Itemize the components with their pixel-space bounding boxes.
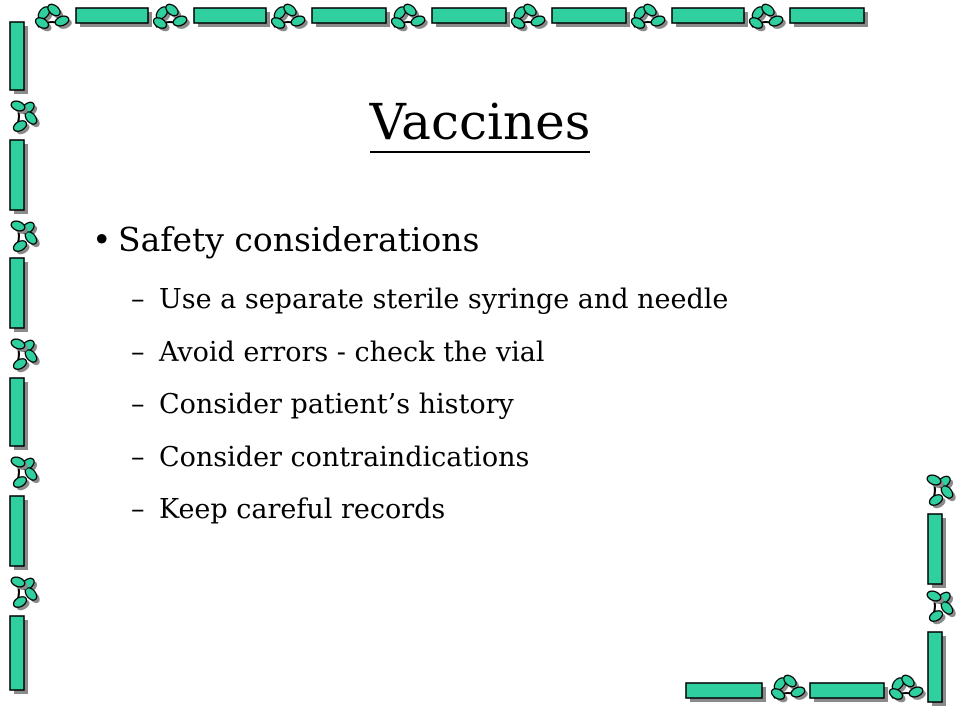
slide-title — [0, 84, 960, 160]
leaf-sprig-icon — [10, 575, 42, 612]
sub-bullet-marker: – — [131, 494, 145, 525]
border-bar — [76, 8, 152, 27]
border-bar — [686, 683, 766, 702]
leaf-sprig-icon — [888, 673, 927, 704]
border-bar — [10, 258, 28, 332]
border-bar — [10, 616, 28, 694]
sub-bullet-item — [131, 327, 728, 380]
sub-bullet-text: Keep careful records — [159, 494, 446, 525]
bullet-marker: • — [92, 220, 112, 259]
leaf-sprig-icon — [926, 589, 958, 626]
leaf-sprig-icon — [510, 2, 549, 33]
leaf-sprig-icon — [270, 2, 309, 33]
slide-title-text: Vaccines — [369, 93, 591, 151]
border-bar — [810, 683, 888, 702]
leaf-sprig-icon — [926, 473, 958, 510]
border-bar — [672, 8, 748, 27]
sub-bullet-item — [131, 379, 728, 432]
leaf-sprig-icon — [630, 2, 669, 33]
sub-bullet-marker: – — [131, 284, 145, 315]
border-bar — [10, 378, 28, 450]
bullet-text: Safety considerations — [118, 220, 480, 259]
border-bar — [10, 496, 28, 570]
leaf-sprig-icon — [390, 2, 429, 33]
sub-bullet-list — [131, 274, 728, 537]
leaf-sprig-icon — [10, 337, 42, 374]
sub-bullet-text: Consider patient’s history — [159, 389, 514, 420]
bullet-item — [92, 216, 480, 264]
border-bar — [928, 514, 946, 588]
border-bar — [928, 632, 946, 706]
sub-bullet-item — [131, 274, 728, 327]
sub-bullet-text: Avoid errors - check the vial — [159, 336, 545, 368]
border-bar — [790, 8, 868, 27]
sub-bullet-item — [131, 432, 728, 485]
sub-bullet-text: Use a separate sterile syringe and needle — [159, 284, 729, 315]
border-bar — [312, 8, 390, 27]
leaf-sprig-icon — [10, 219, 42, 256]
leaf-sprig-icon — [748, 2, 787, 33]
border-bar — [194, 8, 270, 27]
sub-bullet-item — [131, 484, 728, 537]
leaf-sprig-icon — [152, 2, 191, 33]
border-bar — [432, 8, 510, 27]
leaf-sprig-icon — [34, 2, 73, 33]
sub-bullet-text: Consider contraindications — [159, 441, 530, 473]
leaf-sprig-icon — [770, 673, 809, 704]
border-bar — [552, 8, 630, 27]
leaf-sprig-icon — [10, 455, 42, 492]
sub-bullet-marker: – — [131, 336, 145, 368]
sub-bullet-marker: – — [131, 441, 145, 473]
sub-bullet-marker: – — [131, 389, 145, 420]
